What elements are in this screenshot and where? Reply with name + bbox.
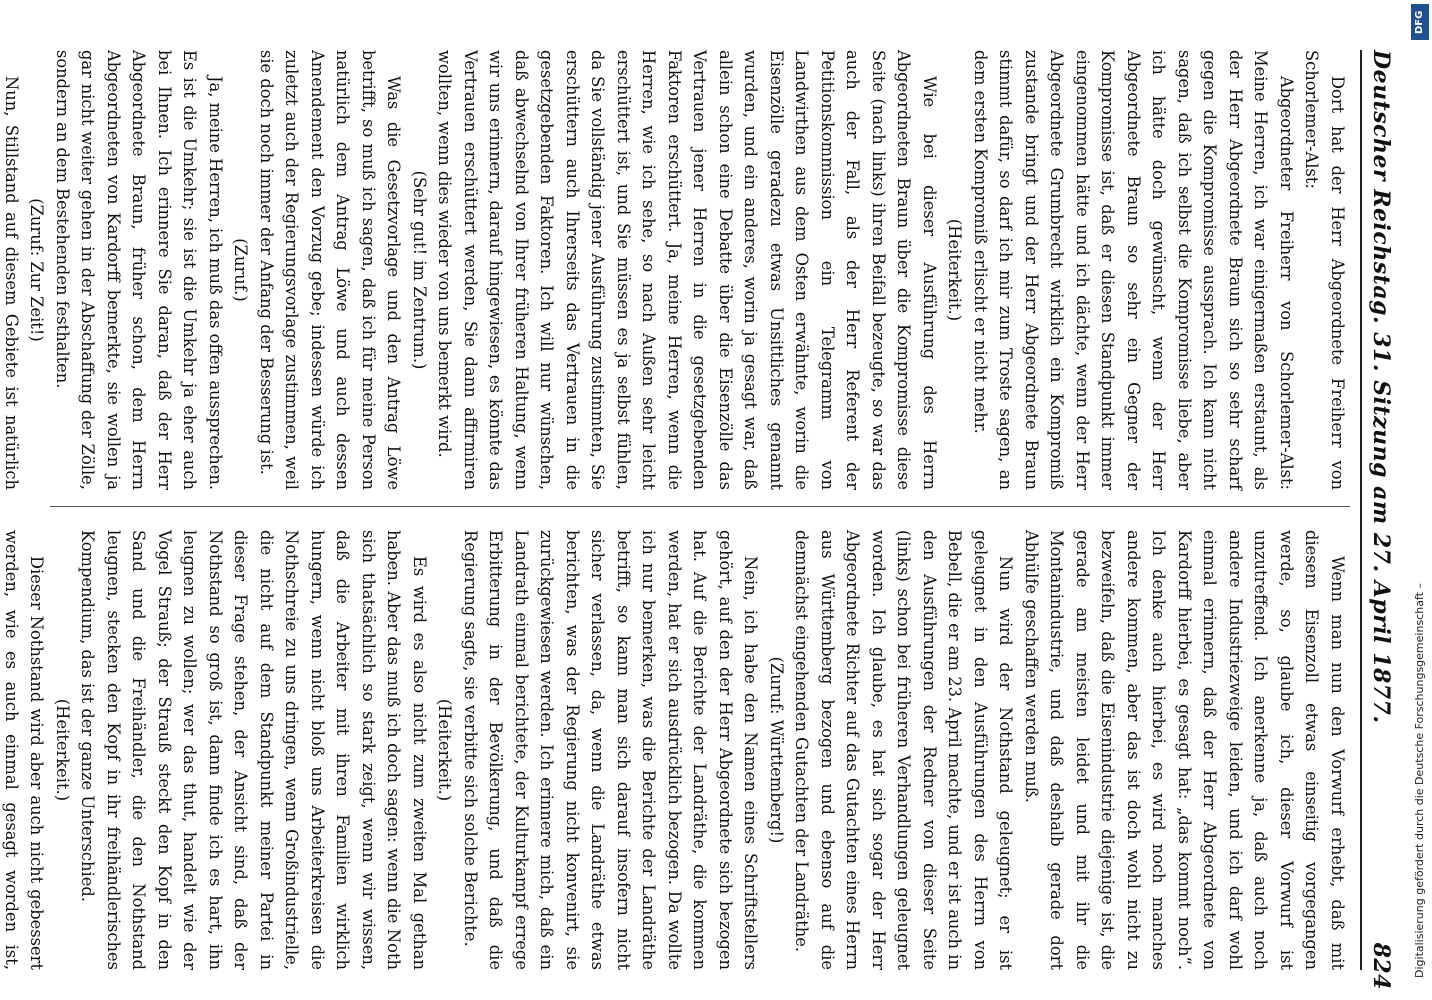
header-rule	[1360, 50, 1362, 970]
dfg-logo: DFG	[1411, 4, 1429, 40]
paragraph: Nein, ich habe den Namen eines Schriftstellers gehört, auf den der Herr Abgeordnete sich bezogen hat. Auf die Berichte der Landräthe, die kommen werden, hat er sich ausdrücklich bezogen. Da wollte ich nur bemerken, was die Berichte der Landräthe betrifft, so kann man sich darauf insofern nicht sicher verlassen, da, wenn die Landräthe etwas berichten, was der Regierung nicht konvenirt, sie zurückgewiesen werden. Ich erinnere mich, daß ein Landrath einmal berichtete, der Kulturkampf errege Erbitterung in der Bevölkerung, und daß die Regierung sagte, sie verbitte sich solche Berichte.	[461, 530, 761, 970]
interjection: (Sehr gut! im Zentrum.)	[410, 170, 429, 370]
running-head	[1362, 50, 1402, 990]
digitization-credit-strip	[1408, 0, 1432, 1000]
interjection: (Heiterkeit.)	[53, 698, 72, 802]
paragraph: Dort hat der Herr Abgeordnete Freiherr von Schorlemer-Alst:	[1302, 50, 1347, 490]
paragraph: Ja, meine Herren, ich muß das offen aussprechen. Es ist die Umkehr; sie ist die Umkehr ja eher auch bei Ihnen. Ich erinnere Sie daran, daß der Herr Abgeordnete Braun, früher schon, dem Herrn Abgeordneten von Kardorff bemerkte, sie wollen ja gar nicht weiter gehen in der Abschaffung der Zölle, sondern an dem Bestehenden festhalten.	[53, 50, 225, 490]
paragraph: Was die Gesetzvorlage und den Antrag Löwe betrifft, so muß ich sagen, daß ich für meine Person natürlich dem Antrag Löwe und auch dessen Amendement den Vorzug gebe; indessen würde ich zuletzt auch der Regierungsvorlage zustimmen, weil sie doch noch immer der Anfang der Besserung ist.	[257, 50, 404, 490]
paragraph: Wie bei dieser Ausführung des Herrn Abgeordneten Braun über die Kompromisse diese Seite (nach links) ihren Beifall bezeugte, so war das auch der Fall, als der Herr Referent der Petitionskommission ein Telegramm von Landwirthen aus dem Osten erwähnte, worin die Eisenzölle geradezu etwas Unsittliches genannt wurden, und ein anderes, worin ja gesagt war, daß allein schon eine Debatte über die Eisenzölle das Vertrauen jener Herren in die gesetzgebenden Faktoren erschüttert. Ja, meine Herren, wenn die Herren, wie ich sehe, so nach Außen sehr leicht erschüttert ist, und Sie müssen es ja selbst fühlen, da Sie vollständig jener Ausführung zustimmten, Sie erschüttern auch Ihrerseits das Vertrauen in die gesetzgebenden Faktoren. Ich will nur wünschen, daß abwechselnd von Ihrer früheren Haltung, wenn wir uns erinnern, darauf hingewiesen, es könnte das Vertrauen erschüttert werden, Sie dann affirmiren wollten, wenn dies wieder von uns bemerkt wird.	[435, 50, 939, 490]
paragraph: Abgeordneter Freiherr von Schorlemer-Alst: Meine Herren, ich war einigermaßen erstaunt, als der Herr Abgeordnete Braun sich so sehr scharf gegen die Kompromisse aussprach. Ich kann nicht sagen, daß ich selbst die Kompromisse liebe, aber ich hätte doch gewünscht, wenn der Herr Abgeordnete Braun so sehr ein Gegner der Kompromisse ist, daß er diesen Standpunkt immer eingenommen hätte und ich dächte, wenn der Herr Abgeordnete Grumbrecht wirklich ein Kompromiß zustande bringt und der Herr Abgeordnete Braun stimmt dafür, so darf ich mir zum Troste sagen, an dem ersten Kompromiß erlischt er nicht mehr.	[971, 50, 1296, 490]
interjection: (Heiterkeit.)	[435, 698, 455, 802]
paragraph: Dieser Nothstand wird aber auch nicht gebessert werden, wie es auch einmal gesagt worden ist,	[2, 530, 47, 970]
interjection: (Zuruf: Württemberg!)	[767, 656, 786, 844]
page-number: 824	[1368, 942, 1394, 990]
paragraph: Es wird es also nicht zum zweiten Mal gethan haben. Aber das muß ich doch sagen: wenn die Noth sich thatsächlich so stark zeigt, wenn wir wissen, daß die Arbeiter mit ihren Familien wirklich hungern, wenn nicht bloß uns Arbeiterkreisen die Nothschreie zu uns dringen, wenn Großindustrielle, die nicht auf dem Standpunkt meiner Partei in dieser Frage stehen, der Ansicht sind, daß der Nothstand so groß ist, dann finde ich es hart, ihn leugnen zu wollen; wer das thut, handelt wie der Vogel Strauß; der Strauß steckt den Kopf in den Sand und die Freihändler, die den Nothstand leugnen, stecken den Kopf in ihr freihändlerisches Kompendium, das ist der ganze Unterschied.	[78, 530, 429, 970]
paragraph: Wenn man nun den Vorwurf erhebt, daß mit diesem Eisenzoll etwas einseitig vorgegangen werde, so, glaube ich, dieser Vorwurf ist unzutreffend. Ich anerkenne ja, daß auch noch andere Industriezweige leiden, und ich darf wohl einmal erinnern, daß der Herr Abgeordnete von Kardorff hierbei, es gesagt hat: „das kommt noch“. Ich denke auch hierbei, es wird noch manches andere kommen, aber das ist doch wohl nicht zu bezweifeln, daß die Eisenindustrie diejenige ist, die gerade am meisten leidet und mit ihr die Montanindustrie, und daß deshalb gerade dort Abhülfe geschaffen werden muß.	[1022, 530, 1347, 970]
paragraph: Nun wird der Nothstand geleugnet; er ist geleugnet in den Ausführungen des Herrn von Bebell, die er am 23. April machte, und er ist auch in den Ausführungen der Redner von dieser Seite (links) schon bei früheren Verhandlungen geleugnet worden. Ich glaube, es hat sich sogar der Herr Abgeordnete Richter auf das Gutachten eines Herrn aus Württemberg bezogen und ebenso auf die demnächst eingehenden Gutachten der Landräthe.	[792, 530, 1016, 970]
running-head-title: Deutscher Reichstag. 31. Sitzung am 27. April 1877.	[1368, 50, 1394, 724]
interjection: (Zuruf.)	[231, 238, 251, 302]
interjection: (Zuruf: Zur Zeit!)	[27, 198, 47, 342]
interjection: (Heiterkeit.)	[945, 218, 965, 322]
paragraph: Nun, Stillstand auf diesem Gebiete ist natürlich	[2, 76, 21, 490]
column-divider	[50, 506, 1350, 507]
left-column	[2, 50, 1350, 490]
digitization-credit: Digitalisierung gefördert durch die Deutsche Forschungsgemeinschaft –	[1413, 583, 1426, 978]
right-column	[2, 530, 1350, 970]
